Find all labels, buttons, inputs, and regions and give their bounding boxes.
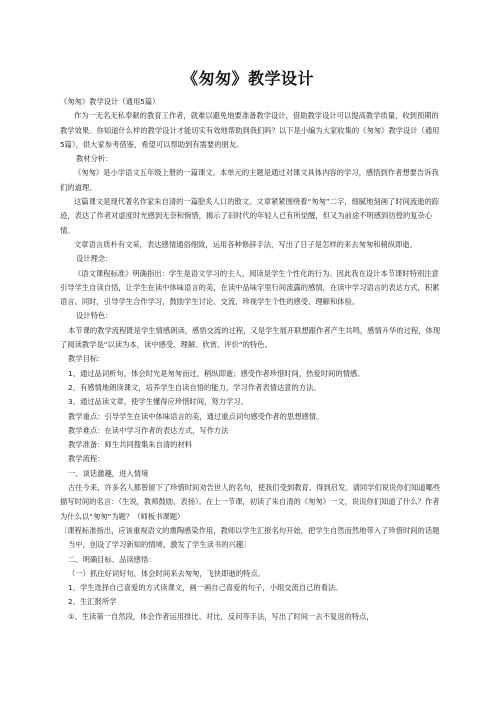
page-title: 《匆匆》教学设计 bbox=[181, 69, 314, 88]
document-body bbox=[60, 95, 442, 624]
teaching-difficulty: 教学难点：在读中学习作者的表达方式，写作方法 bbox=[68, 425, 229, 435]
goal-item: 2、有感情地朗读课文，培养学生自读自悟的能力，学习作者表情达意的方法。 bbox=[68, 382, 321, 392]
teaching-key-point: 教学重点：引导学生在读中体味语言的美，通过重点词句感受作者的思想感情。 bbox=[68, 411, 324, 421]
step-item: ①、生读第一自然段，体会作者运用排比、对比，反问等手法，写出了时间一去不复返的特点， bbox=[68, 611, 374, 621]
step-item: 2、生汇报所学 bbox=[68, 597, 117, 607]
goal-item: 3、通过品读文章，使学生懂得应珍惜时间，努力学习。 bbox=[68, 397, 248, 407]
paragraph: 《语文课程标准》明确指出：学生是语文学习的主人，阅读是学生个性化的行为。因此我在设计本节课时特别注意引导学生自读自悟，让学生在读中体味语言的美，在读中品味字里行间流露的感情，在读中学习语言的表达方式，积累语言。同时，引导学生合作学习，鼓励学生讨论、交流，珍视学生个性的感受、理解和体验。 bbox=[60, 268, 440, 307]
paragraph: 这篇课文是现代著名作家朱自清的一篇脍炙人口的散文。文章紧紧围绕着“匆匆”二字，细腻地刻画了时间流逝的踪迹，表达了作者对虚度时光感到无奈和惋惜，揭示了旧时代的年轻人已有所觉醒，但又为前途不明感到彷徨的复杂心情。 bbox=[60, 197, 440, 235]
step-item: 1、学生选择自己喜爱的方式读课文，画一画自己喜爱的句子，小组交流自己的看法。 bbox=[68, 583, 343, 593]
heading-design-concept: 设计理念： bbox=[76, 254, 113, 264]
heading-teaching-process: 教学流程： bbox=[68, 454, 105, 464]
paragraph-annotation: 〔课程标准指出，应该重视语文的熏陶感染作用，教师以学生汇报名句开始，把学生自然而然地带入了珍惜时间的话题当中，创设了学习新知的情境，激发了学生读书的兴趣〕 bbox=[60, 525, 440, 550]
paragraph-intro: 作为一无名无私奉献的教育工作者，就难以避免地要准备教学设计，借助教学设计可以提高教学质量，收到预期的教学效果。你知道什么样的教学设计才能切实有效地帮助到我们吗？以下是小编为大家收集的《匆匆》教学设计（通用5篇），供大家参考借鉴，希望可以帮助到有需要的朋友。 bbox=[60, 111, 440, 149]
subsection-heading: （一）抓住好词好句，体会时间来去匆匆，飞快即逝的特点。 bbox=[68, 568, 266, 578]
heading-textbook-analysis: 教材分析： bbox=[76, 154, 113, 164]
paragraph: 古往今来，许多名人都曾留下了珍惜时间劝告世人的名句，使我们受到教育、得到启发。请同学们说说你们知道哪些描写时间的名言：（生说，教师鼓励、表扬）。在上一节课，初读了朱自清的《匆匆》一文，说说你们知道了什么？作者为什么以“匆匆”为题？（师板书课题） bbox=[60, 483, 441, 521]
paragraph: 本节课的教学流程既是学生情感朗读，感悟交流的过程，又是学生展开联想跟作者产生共鸣，感情升华的过程，体现了阅读教学是“以读为本，读中感受、理解、欣赏、评价”的特色。 bbox=[60, 325, 441, 350]
goal-item: 1、通过品词析句，体会时光是匆匆而过，稍纵即逝；感受作者珍惜时间，热爱时间的情感。 bbox=[68, 368, 365, 378]
paragraph-doc-heading: 《匆匆》教学设计（通用5篇） bbox=[60, 97, 160, 106]
paragraph: 文章语言质朴有文采，表达感情通俗细致，运用各种修辞手法，写出了日子是怎样的来去匆匆和稍纵即逝。 bbox=[74, 239, 417, 249]
teaching-preparation: 教学准备：师生共同搜集朱自清的材料 bbox=[68, 440, 193, 450]
section-heading: 一、谈话激趣，进入情境 bbox=[68, 468, 149, 478]
heading-design-feature: 设计特色： bbox=[76, 311, 113, 321]
paragraph: 《匆匆》是小学语文五年级上册的一篇课文。本单元的主题是通过对课文具体内容的学习，感悟到作者想要告诉我们的道理。 bbox=[60, 168, 439, 192]
heading-teaching-goals: 教学目标： bbox=[68, 354, 105, 364]
section-heading: 二、明确目标、品读感悟： bbox=[68, 554, 156, 564]
